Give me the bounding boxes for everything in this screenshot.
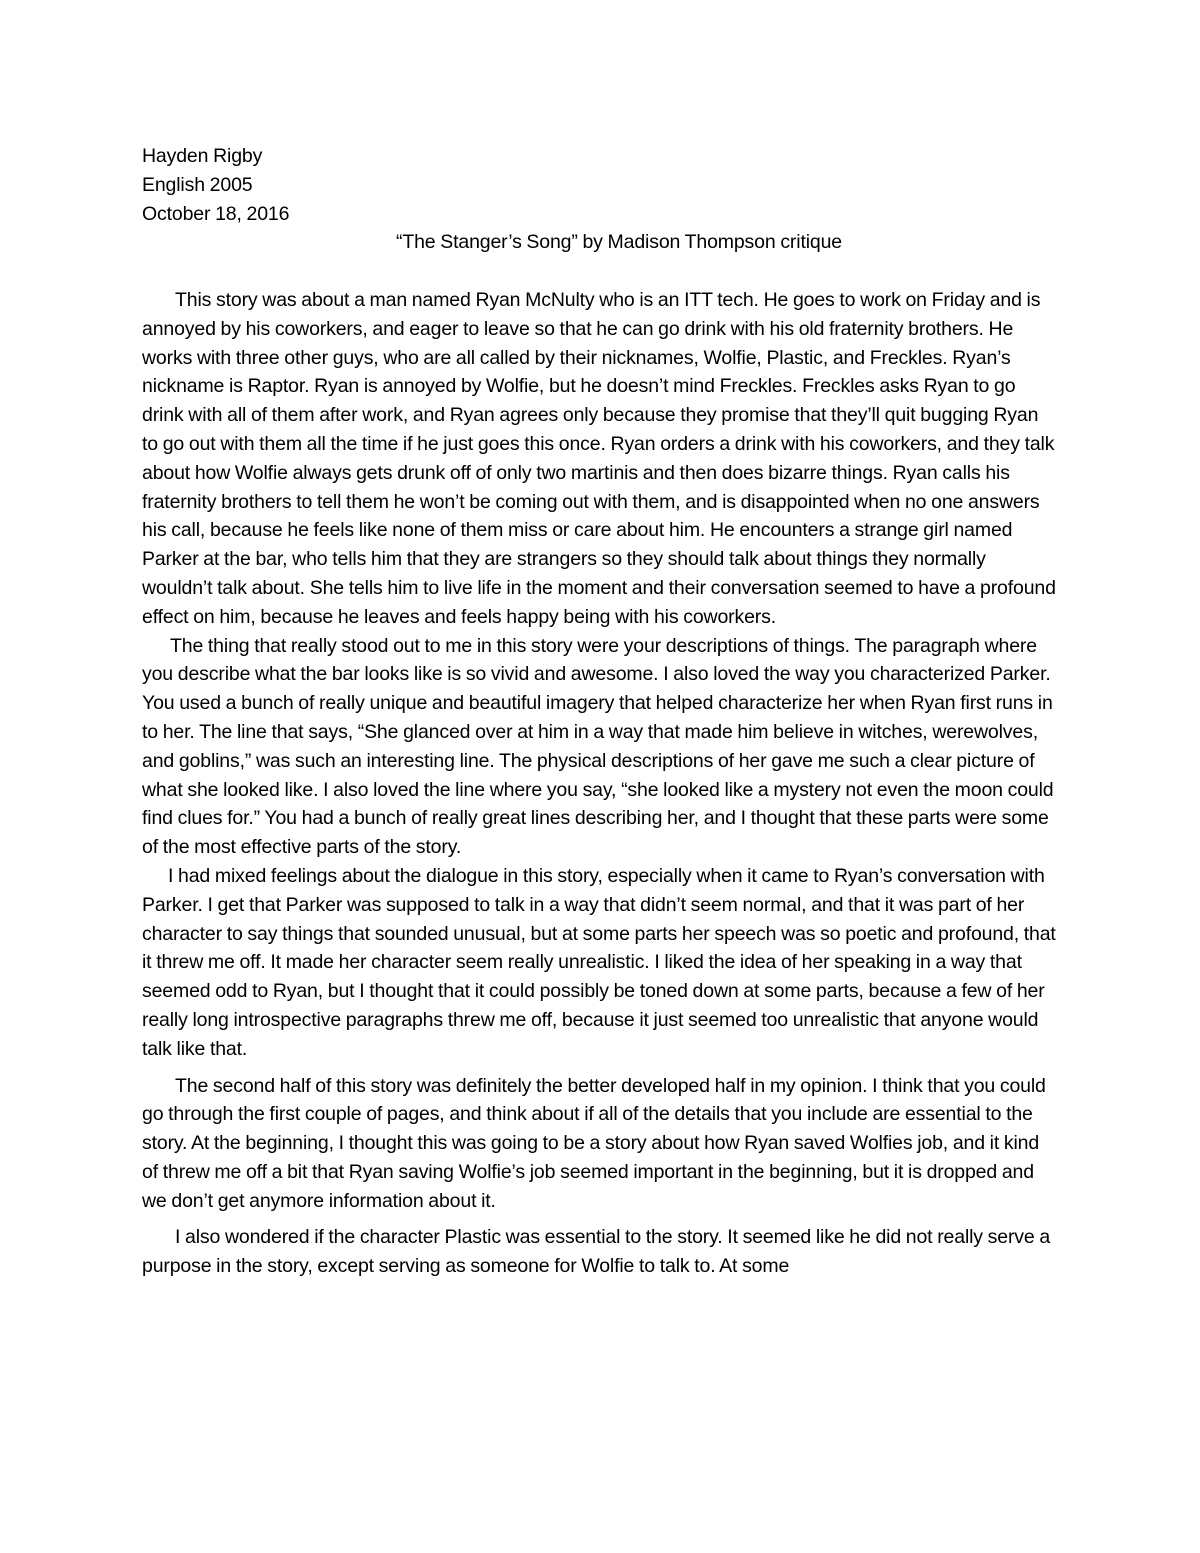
- author-name: Hayden Rigby: [142, 145, 263, 167]
- document-title: “The Stanger’s Song” by Madison Thompson critique: [396, 231, 842, 254]
- paragraph-second-half: The second half of this story was definitely the better developed half in my opinion. I think that you could go through the first couple of pages, and think about if all of the details that you include are essential to the story. At the beginning, I thought this was going to be a story about how Ryan saved Wolfies job, and it kind of threw me off a bit that Ryan saving Wolfie’s job seemed important in the beginning, but it is dropped and we don’t get anymore information about it.: [142, 1074, 1046, 1212]
- paragraph-plastic-character: I also wondered if the character Plastic was essential to the story. It seemed like he did not really serve a purpose in the story, except serving as someone for Wolfie to talk to. At some: [142, 1226, 1051, 1278]
- paragraph-summary: This story was about a man named Ryan McNulty who is an ITT tech. He goes to work on Friday and is annoyed by his coworkers, and eager to leave so that he can go drink with his old fraternity brothers. He works with three other guys, who are all called by their nicknames, Wolfie, Plastic, and Freckles. Ryan’s nickname is Raptor. Ryan is annoyed by Wolfie, but he doesn’t mind Freckles. Freckles asks Ryan to go drink with all of them after work, and Ryan agrees only because they promise that they’ll quit bugging Ryan to go out with them all the time if he just goes this once. Ryan orders a drink with his coworkers, and they talk about how Wolfie always gets drunk off of only two martinis and then does bizarre things. Ryan calls his fraternity brothers to tell them he won’t be coming out with them, and is disappointed when no one answers his call, because he feels like none of them miss or care about him. He encounters a strange girl named Parker at the bar, who tells him that they are strangers so they should talk about things they normally wouldn’t talk about. She tells him to live life in the moment and their conversation seemed to have a profound effect on him, because he leaves and feels happy being with his coworkers.: [142, 288, 1056, 628]
- document-date: October 18, 2016: [142, 202, 290, 225]
- paragraph-descriptions: The thing that really stood out to me in this story were your descriptions of things. The paragraph where you describe what the bar looks like is so vivid and awesome. I also loved the way you characterized Parker. You used a bunch of really unique and beautiful imagery that helped characterize her when Ryan first runs in to her. The line that says, “She glanced over at him in a way that made him believe in witches, werewolves, and goblins,” was such an interesting line. The physical descriptions of her gave me such a clear picture of what she looked like. I also loved the line where you say, “she looked like a mystery not even the moon could find clues for.” You had a bunch of really great lines describing her, and I thought that these parts were some of the most effective parts of the story.: [142, 634, 1054, 859]
- document-body: [142, 142, 1058, 1281]
- course-name: English 2005: [142, 173, 253, 196]
- paragraph-dialogue: I had mixed feelings about the dialogue in this story, especially when it came to Ryan’s conversation with Parker. I get that Parker was supposed to talk in a way that didn’t seem normal, and that it was part of her character to say things that sounded unusual, but at some parts her speech was so poetic and profound, that it threw me off. It made her character seem really unrealistic. I liked the idea of her speaking in a way that seemed odd to Ryan, but I thought that it could possibly be toned down at some parts, because a few of her really long introspective paragraphs threw me off, because it just seemed too unrealistic that anyone would talk like that.: [142, 864, 1056, 1060]
